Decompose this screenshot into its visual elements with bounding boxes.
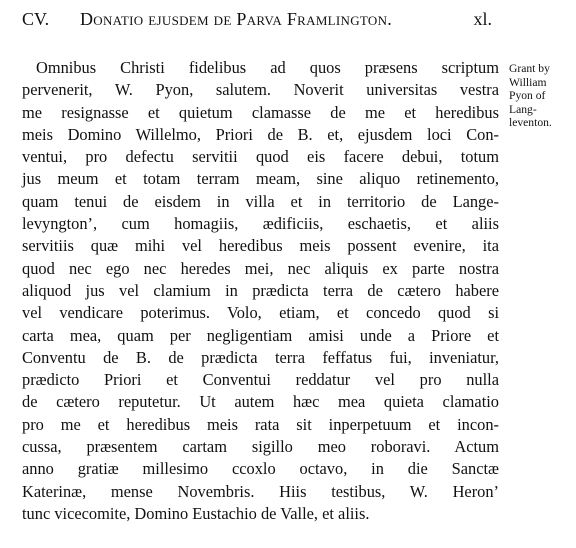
text-line: tunc vicecomite, Domino Eustachio de Valle, et aliis. — [22, 503, 370, 523]
text-line: ventui, pro defectu servitii quod eis facere debui, totum — [22, 147, 499, 167]
text-line: aliquod jus vel clamium in prædicta terra de cætero habere — [22, 280, 499, 300]
text-line: me resignasse et quietum clamasse de me et heredibus — [22, 102, 499, 122]
text-line: pro me et heredibus meis rata sit inperpetuum et incon- — [22, 414, 499, 434]
text-line: Omnibus Christi fidelibus ad quos præsens scriptum — [36, 58, 499, 77]
charter-title: Donatio ejusdem de Parva Framlington. — [80, 9, 393, 29]
margin-note-line: Pyon of — [509, 89, 546, 103]
text-line: jus meum et totam terram meam, sine aliquo retinemento, — [22, 169, 499, 189]
text-line: quod nec ego nec heredes mei, nec aliquis ex parte nostra — [22, 258, 499, 278]
text-line: anno gratiæ millesimo ccoxlo octavo, in die Sanctæ — [22, 459, 499, 479]
text-line: servitiis quæ mihi vel heredibus meis possent evenire, ita — [22, 236, 499, 256]
text-line: pervenerit, W. Pyon, salutem. Noverit universitas vestra — [22, 80, 499, 100]
text-line: de cætero reputetur. Ut autem hæc mea quieta clamatio — [22, 392, 499, 412]
page-header — [22, 6, 492, 32]
text-line: levyngton’, cum homagiis, ædificiis, eschaetis, et aliis — [22, 214, 499, 234]
text-line: vel vendicare poterimus. Volo, etiam, et concedo quod si — [22, 303, 499, 323]
folio-number: xl. — [473, 9, 492, 29]
text-line: Katerinæ, mense Novembris. Hiis testibus, W. Heron’ — [22, 481, 499, 501]
margin-note-line: leventon. — [509, 116, 552, 130]
margin-note-line: William — [509, 75, 547, 89]
margin-note-line: Lang- — [509, 102, 537, 116]
text-line: carta mea, quam per negligentiam amisi unde a Priore et — [22, 325, 499, 345]
text-line: prædicto Priori et Conventui reddatur vel pro nulla — [22, 370, 499, 390]
charter-text — [22, 57, 499, 525]
charter-number: CV. — [22, 9, 50, 29]
text-line: Conventu de B. de prædicta terra feffatus fui, inveniatur, — [22, 347, 499, 367]
margin-note-line: Grant by — [509, 62, 550, 75]
text-line: quam tenui de eisdem in villa et in territorio de Lange- — [22, 191, 499, 211]
text-line: cussa, præsentem cartam sigillo meo roboravi. Actum — [22, 437, 499, 457]
text-line: meis Domino Willelmo, Priori de B. et, ejusdem loci Con- — [22, 124, 499, 144]
margin-note — [509, 62, 575, 130]
